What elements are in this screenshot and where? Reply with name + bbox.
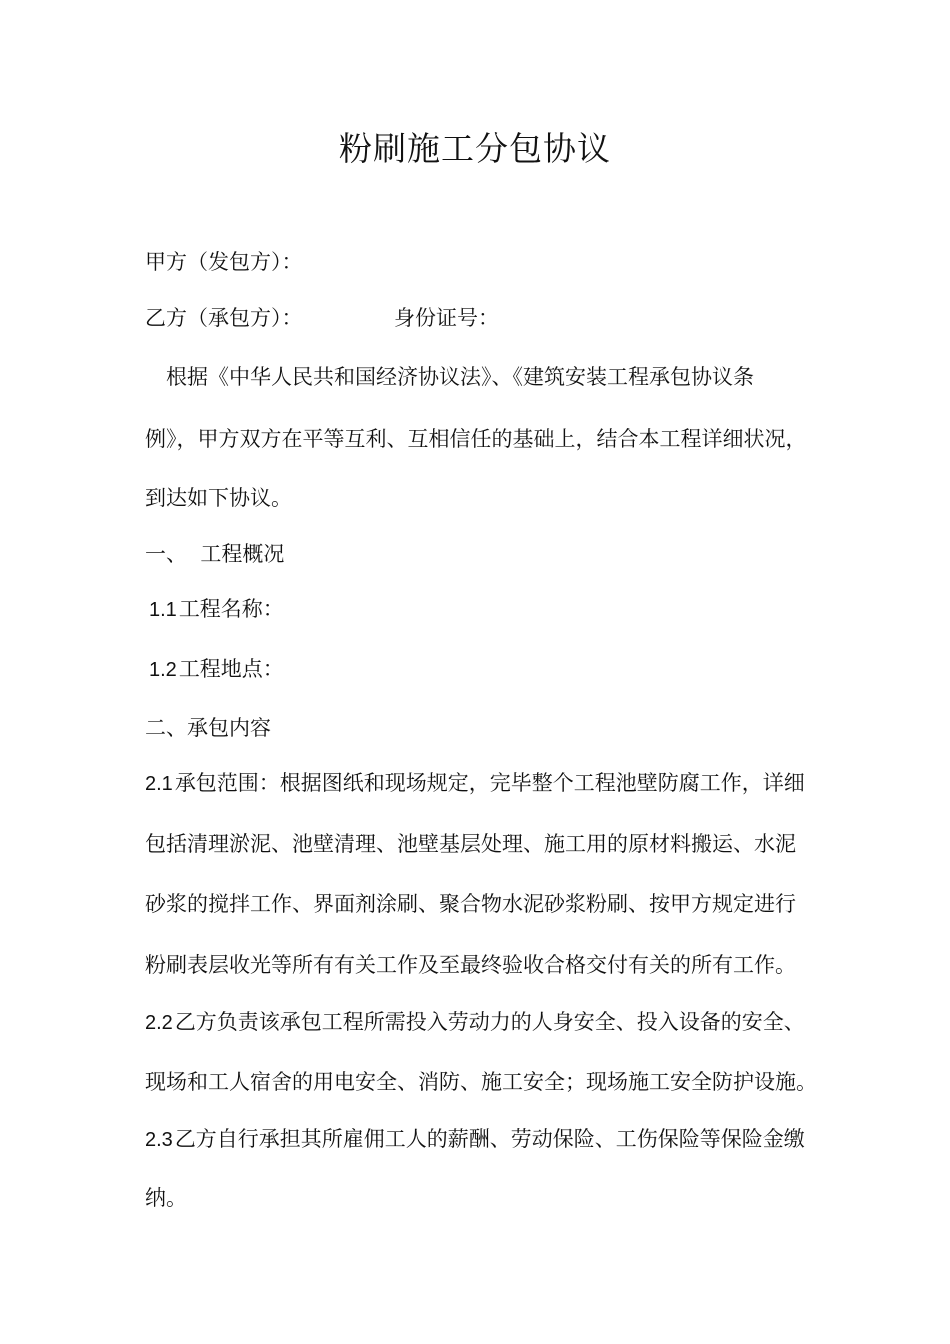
item-1-1-number: 1.1	[149, 599, 177, 621]
item-2-3-text-1: 乙方自行承担其所雇佣工人的薪酬、劳动保险、工伤保险等保险金缴	[174, 1127, 805, 1151]
document-title: 粉刷施工分包协议	[339, 129, 611, 168]
item-2-1-line-4: 粉刷表层收光等所有有关工作及至最终验收合格交付有关的所有工作。	[145, 953, 796, 977]
item-2-1-line-1	[145, 768, 805, 799]
preamble-line-1: 根据《中华人民共和国经济协议法》、《建筑安装工程承包协议条	[166, 365, 754, 389]
item-2-1-line-2: 包括清理淤泥、池壁清理、池壁基层处理、施工用的原材料搬运、水泥	[145, 832, 796, 856]
item-2-2-text-1: 乙方负责该承包工程所需投入劳动力的人身安全、投入设备的安全、	[174, 1010, 805, 1034]
item-2-1-line-3: 砂浆的搅拌工作、界面剂涂刷、聚合物水泥砂浆粉刷、按甲方规定进行	[145, 892, 796, 916]
preamble-line-3: 到达如下协议。	[145, 486, 292, 510]
item-1-2-text: 工程地点：	[178, 657, 284, 681]
id-number-label: 身份证号：	[394, 306, 499, 330]
item-2-1-number: 2.1	[145, 773, 173, 795]
item-2-2-line-1	[145, 1007, 805, 1038]
item-2-3-line-2: 纳。	[145, 1186, 187, 1210]
item-2-1-text-1: 承包范围：根据图纸和现场规定，完毕整个工程池壁防腐工作，详细	[174, 771, 805, 795]
preamble-line-2: 例》，甲方双方在平等互利、互相信任的基础上，结合本工程详细状况，	[145, 427, 807, 451]
item-2-2-number: 2.2	[145, 1012, 173, 1034]
party-a-label: 甲方（发包方）：	[145, 250, 303, 274]
item-1-2-number: 1.2	[149, 659, 177, 681]
item-1-1-text: 工程名称：	[178, 597, 284, 621]
item-2-2-line-2: 现场和工人宿舍的用电安全、消防、施工安全；现场施工安全防护设施。	[145, 1070, 817, 1094]
section-2-heading: 二、承包内容	[145, 716, 271, 740]
item-2-3-line-1	[145, 1124, 805, 1155]
item-1-1	[149, 594, 284, 625]
section-1-heading: 一、 工程概况	[145, 542, 285, 566]
party-b-label: 乙方（承包方）：	[145, 306, 303, 330]
item-1-2	[149, 654, 284, 685]
item-2-3-number: 2.3	[145, 1129, 173, 1151]
